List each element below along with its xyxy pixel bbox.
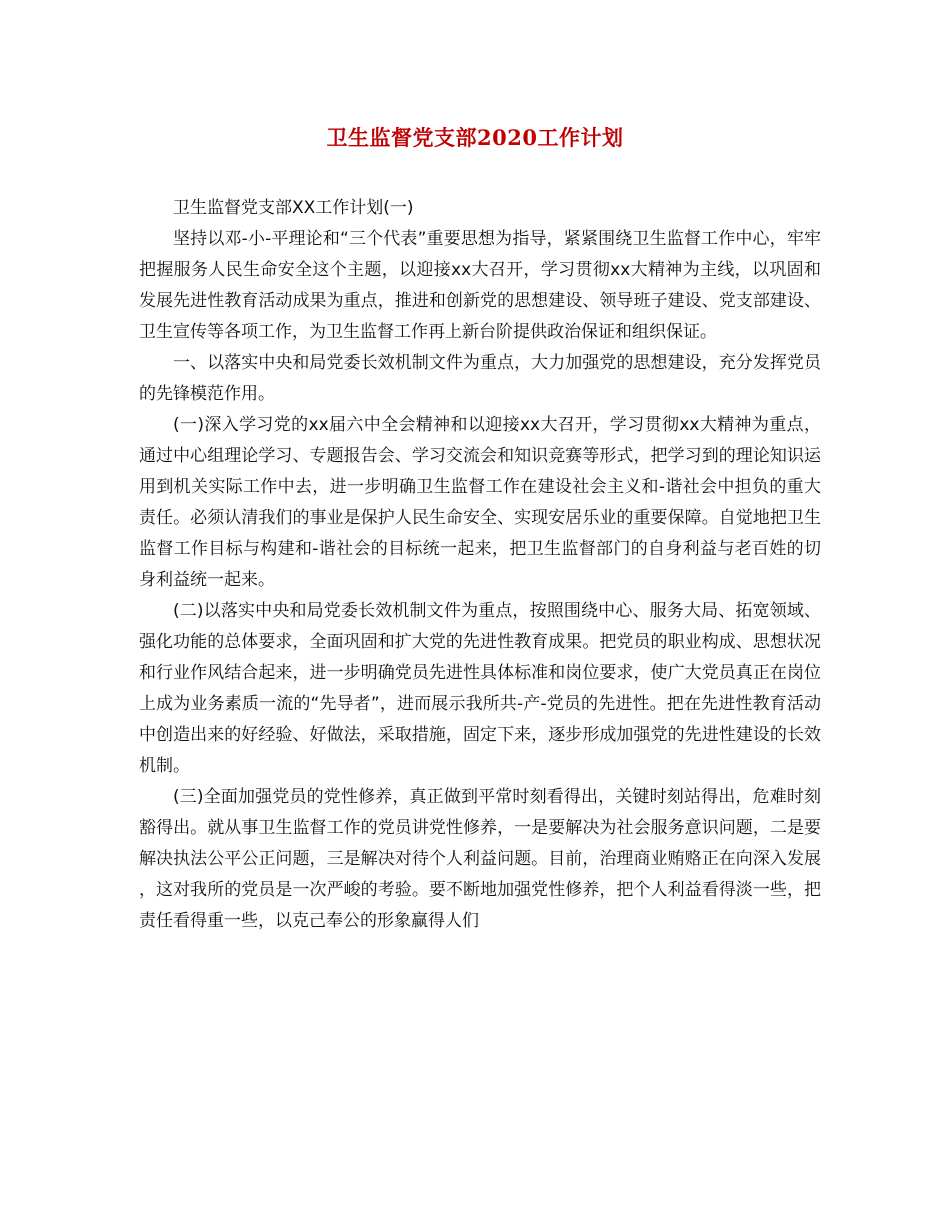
item-one-paragraph: (一)深入学习党的xx届六中全会精神和以迎接xx大召开，学习贯彻xx大精神为重点，通过中心组理论学习、专题报告会、学习交流会和知识竞赛等形式，把学习到的理论知识运用到机关实际工作中去，进一步明确卫生监督工作在建设社会主义和-谐社会中担负的重大责任。必须认清我们的事业是保护人民生命安全、实现安居乐业的重要保障。自觉地把卫生监督工作目标与构建和-谐社会的目标统一起来，把卫生监督部门的自身利益与老百姓的切身利益统一起来。 [139, 415, 821, 590]
subtitle-paragraph: 卫生监督党支部XX工作计划(一) [173, 198, 414, 218]
item-two-paragraph: (二)以落实中央和局党委长效机制文件为重点，按照围绕中心、服务大局、拓宽领域、强化功能的总体要求，全面巩固和扩大党的先进性教育成果。把党员的职业构成、思想状况和行业作风结合起来，进一步明确党员先进性具体标准和岗位要求，使广大党员真正在岗位上成为业务素质一流的“先导者”，进而展示我所共-产-党员的先进性。把在先进性教育活动中创造出来的好经验、好做法，采取措施，固定下来，逐步形成加强党的先进性建设的长效机制。 [139, 601, 821, 776]
item-three-paragraph: (三)全面加强党员的党性修养，真正做到平常时刻看得出，关键时刻站得出，危难时刻豁得出。就从事卫生监督工作的党员讲党性修养，一是要解决为社会服务意识问题，二是要解决执法公平公正问题，三是解决对待个人利益问题。目前，治理商业贿赂正在向深入发展，这对我所的党员是一次严峻的考验。要不断地加强党性修养，把个人利益看得淡一些，把责任看得重一些，以克己奉公的形象赢得人们 [139, 787, 821, 931]
document-body [139, 193, 821, 937]
intro-paragraph: 坚持以邓-小-平理论和“三个代表”重要思想为指导，紧紧围绕卫生监督工作中心，牢牢把握服务人民生命安全这个主题，以迎接xx大召开，学习贯彻xx大精神为主线，以巩固和发展先进性教育活动成果为重点，推进和创新党的思想建设、领导班子建设、党支部建设、卫生宣传等各项工作，为卫生监督工作再上新台阶提供政治保证和组织保证。 [139, 229, 821, 342]
document-title: 卫生监督党支部2020工作计划 [326, 125, 624, 150]
section-heading-paragraph: 一、以落实中央和局党委长效机制文件为重点，大力加强党的思想建设，充分发挥党员的先锋模范作用。 [139, 353, 821, 404]
